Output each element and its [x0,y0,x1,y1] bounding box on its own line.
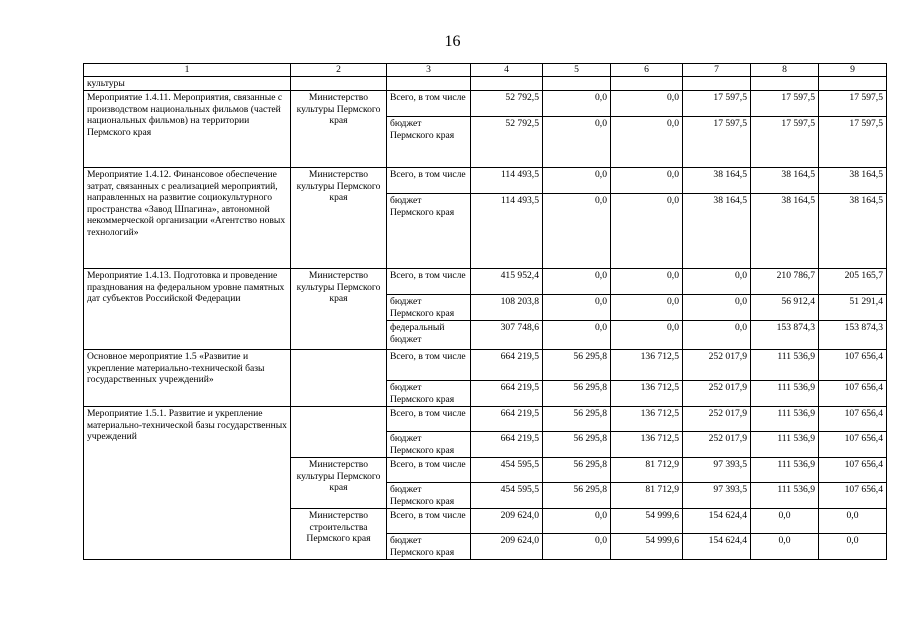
value-cell: 56 295,8 [543,350,611,381]
value-cell: 0,0 [543,194,611,269]
program-table [83,63,887,560]
value-cell: 107 656,4 [819,458,887,483]
value-cell: 114 493,5 [471,194,543,269]
column-header: 8 [751,64,819,77]
value-cell: 111 536,9 [751,432,819,458]
value-cell: 0,0 [611,194,683,269]
value-cell: 664 219,5 [471,432,543,458]
funding-source: бюджет Пермского края [387,194,471,269]
value-cell: 38 164,5 [819,194,887,269]
value-cell: 111 536,9 [751,483,819,509]
value-cell: 38 164,5 [751,194,819,269]
value-cell: 81 712,9 [611,483,683,509]
value-cell: 111 536,9 [751,350,819,381]
funding-source: бюджет Пермского края [387,117,471,168]
value-cell: 38 164,5 [683,168,751,194]
table-row [84,76,887,91]
value-cell: 97 393,5 [683,483,751,509]
column-header: 9 [819,64,887,77]
value-cell: 111 536,9 [751,407,819,432]
value-cell: 107 656,4 [819,350,887,381]
executor [291,350,387,407]
measure-name: Мероприятие 1.4.13. Подготовка и проведение празднования на федеральном уровне памятных дат субъектов Российской Федерации [84,269,291,350]
value-cell: 136 712,5 [611,350,683,381]
value-cell: 136 712,5 [611,432,683,458]
value-cell: 154 624,4 [683,534,751,560]
value-cell: 252 017,9 [683,381,751,407]
executor: Министерство строительства Пермского края [291,509,387,560]
value-cell: 17 597,5 [683,117,751,168]
value-cell: 0,0 [611,295,683,321]
value-cell: 154 624,4 [683,509,751,534]
value-cell: 56 295,8 [543,483,611,509]
value-cell: 664 219,5 [471,350,543,381]
executor: Министерство культуры Пермского края [291,269,387,350]
value-cell: 38 164,5 [751,168,819,194]
table-row [84,168,887,194]
value-cell: 107 656,4 [819,381,887,407]
value-cell: 209 624,0 [471,509,543,534]
value-cell: 54 999,6 [611,534,683,560]
value-cell: 38 164,5 [819,168,887,194]
column-header: 7 [683,64,751,77]
value-cell: 0,0 [543,295,611,321]
value-cell: 454 595,5 [471,458,543,483]
value-cell: 17 597,5 [819,117,887,168]
value-cell: 114 493,5 [471,168,543,194]
value-cell: 210 786,7 [751,269,819,295]
value-cell: 0,0 [751,534,819,560]
funding-source: бюджет Пермского края [387,534,471,560]
value-cell: 0,0 [611,168,683,194]
value-cell: 252 017,9 [683,432,751,458]
value-cell: 17 597,5 [683,91,751,117]
value-cell: 0,0 [543,534,611,560]
value-cell: 0,0 [543,91,611,117]
value-cell: 153 874,3 [819,321,887,350]
continuation-text: культуры [84,76,291,91]
value-cell: 0,0 [683,321,751,350]
value-cell: 111 536,9 [751,381,819,407]
measure-name: Основное мероприятие 1.5 «Развитие и укрепление материально-технической базы государственных учреждений» [84,350,291,407]
executor: Министерство культуры Пермского края [291,91,387,168]
funding-source: Всего, в том числе [387,269,471,295]
value-cell: 17 597,5 [751,91,819,117]
value-cell: 153 874,3 [751,321,819,350]
value-cell: 52 792,5 [471,117,543,168]
funding-source: федеральный бюджет [387,321,471,350]
value-cell: 415 952,4 [471,269,543,295]
table-row [84,407,887,432]
value-cell: 107 656,4 [819,483,887,509]
funding-source: Всего, в том числе [387,407,471,432]
value-cell: 56 912,4 [751,295,819,321]
value-cell: 56 295,8 [543,432,611,458]
value-cell: 107 656,4 [819,407,887,432]
value-cell: 0,0 [611,269,683,295]
value-cell: 0,0 [543,168,611,194]
table-row [84,91,887,117]
value-cell: 0,0 [543,269,611,295]
column-header: 5 [543,64,611,77]
value-cell: 17 597,5 [751,117,819,168]
value-cell: 107 656,4 [819,432,887,458]
measure-name: Мероприятие 1.5.1. Развитие и укрепление материально-технической базы государственных учреждений [84,407,291,560]
header-row [84,64,887,77]
value-cell: 0,0 [683,295,751,321]
value-cell: 0,0 [819,509,887,534]
funding-source: бюджет Пермского края [387,295,471,321]
table-row [84,269,887,295]
value-cell: 136 712,5 [611,381,683,407]
value-cell: 52 792,5 [471,91,543,117]
value-cell: 97 393,5 [683,458,751,483]
value-cell: 209 624,0 [471,534,543,560]
value-cell: 0,0 [683,269,751,295]
measure-name: Мероприятие 1.4.12. Финансовое обеспечение затрат, связанных с реализацией мероприятий, направленных на развитие социокультурного пространства «Завод Шпагина», автономной некоммерческой организации «Агентство новых технологий» [84,168,291,269]
value-cell: 307 748,6 [471,321,543,350]
funding-source: бюджет Пермского края [387,381,471,407]
funding-source: Всего, в том числе [387,509,471,534]
executor: Министерство культуры Пермского края [291,168,387,269]
table-row [84,350,887,381]
value-cell: 111 536,9 [751,458,819,483]
value-cell: 252 017,9 [683,350,751,381]
value-cell: 0,0 [819,534,887,560]
value-cell: 56 295,8 [543,458,611,483]
value-cell: 0,0 [751,509,819,534]
value-cell: 664 219,5 [471,407,543,432]
value-cell: 17 597,5 [819,91,887,117]
value-cell: 0,0 [543,321,611,350]
value-cell: 81 712,9 [611,458,683,483]
value-cell: 51 291,4 [819,295,887,321]
value-cell: 38 164,5 [683,194,751,269]
executor [291,407,387,458]
value-cell: 205 165,7 [819,269,887,295]
executor: Министерство культуры Пермского края [291,458,387,509]
value-cell: 0,0 [611,91,683,117]
page-number: 16 [444,33,461,50]
column-header: 2 [291,64,387,77]
value-cell: 0,0 [611,117,683,168]
value-cell: 56 295,8 [543,407,611,432]
measure-name: Мероприятие 1.4.11. Мероприятия, связанные с производством национальных фильмов (частей национальных фильмов) на территории Пермского края [84,91,291,168]
value-cell: 136 712,5 [611,407,683,432]
value-cell: 664 219,5 [471,381,543,407]
value-cell: 252 017,9 [683,407,751,432]
funding-source: бюджет Пермского края [387,483,471,509]
column-header: 6 [611,64,683,77]
value-cell: 108 203,8 [471,295,543,321]
funding-source: Всего, в том числе [387,350,471,381]
column-header: 4 [471,64,543,77]
column-header: 3 [387,64,471,77]
funding-source: Всего, в том числе [387,168,471,194]
value-cell: 0,0 [543,117,611,168]
funding-source: бюджет Пермского края [387,432,471,458]
value-cell: 0,0 [611,321,683,350]
value-cell: 54 999,6 [611,509,683,534]
value-cell: 0,0 [543,509,611,534]
funding-source: Всего, в том числе [387,458,471,483]
column-header: 1 [84,64,291,77]
value-cell: 56 295,8 [543,381,611,407]
funding-source: Всего, в том числе [387,91,471,117]
value-cell: 454 595,5 [471,483,543,509]
